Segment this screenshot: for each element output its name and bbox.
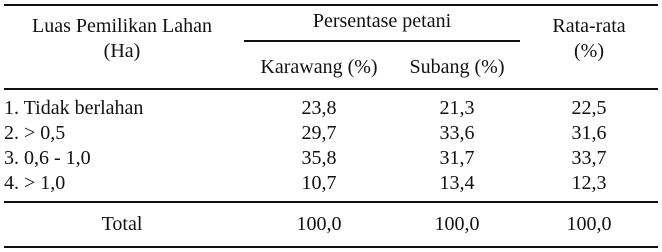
- table-cell-karawang: 29,7: [301, 122, 337, 144]
- table-cell-karawang: 10,7: [301, 172, 337, 194]
- table-cell-subang: 13,4: [439, 172, 475, 194]
- table-row-label: 3. 0,6 - 1,0: [4, 147, 91, 169]
- total-karawang: 100,0: [296, 213, 342, 235]
- table-top-rule: [4, 4, 658, 6]
- table-cell-average: 22,5: [571, 97, 607, 119]
- header-karawang: Karawang (%): [260, 56, 378, 78]
- group-header-rule: [244, 40, 520, 42]
- land-ownership-table: [4, 4, 658, 248]
- table-cell-karawang: 23,8: [301, 97, 337, 119]
- total-subang: 100,0: [434, 213, 480, 235]
- header-subang: Subang (%): [409, 56, 505, 78]
- table-cell-subang: 33,6: [439, 122, 475, 144]
- table-cell-karawang: 35,8: [301, 147, 337, 169]
- header-bottom-rule: [4, 88, 658, 90]
- table-row-label: 2. > 0,5: [4, 122, 66, 144]
- table-cell-average: 33,7: [571, 147, 607, 169]
- total-top-rule: [4, 201, 658, 203]
- table-cell-average: 31,6: [571, 122, 607, 144]
- header-average: Rata-rata: [552, 15, 626, 37]
- header-average-unit: (%): [574, 40, 604, 62]
- table-bottom-rule: [4, 246, 658, 248]
- table-row-label: 4. > 1,0: [4, 172, 66, 194]
- header-farmer-percentage: Persentase petani: [312, 10, 452, 32]
- header-land-ownership-unit: (Ha): [103, 40, 141, 62]
- total-label: Total: [101, 213, 143, 235]
- header-land-ownership: Luas Pemilikan Lahan: [32, 15, 212, 37]
- table-cell-average: 12,3: [571, 172, 607, 194]
- table-row-label: 1. Tidak berlahan: [4, 97, 144, 119]
- total-average: 100,0: [566, 213, 612, 235]
- table-cell-subang: 21,3: [439, 97, 475, 119]
- table-cell-subang: 31,7: [439, 147, 475, 169]
